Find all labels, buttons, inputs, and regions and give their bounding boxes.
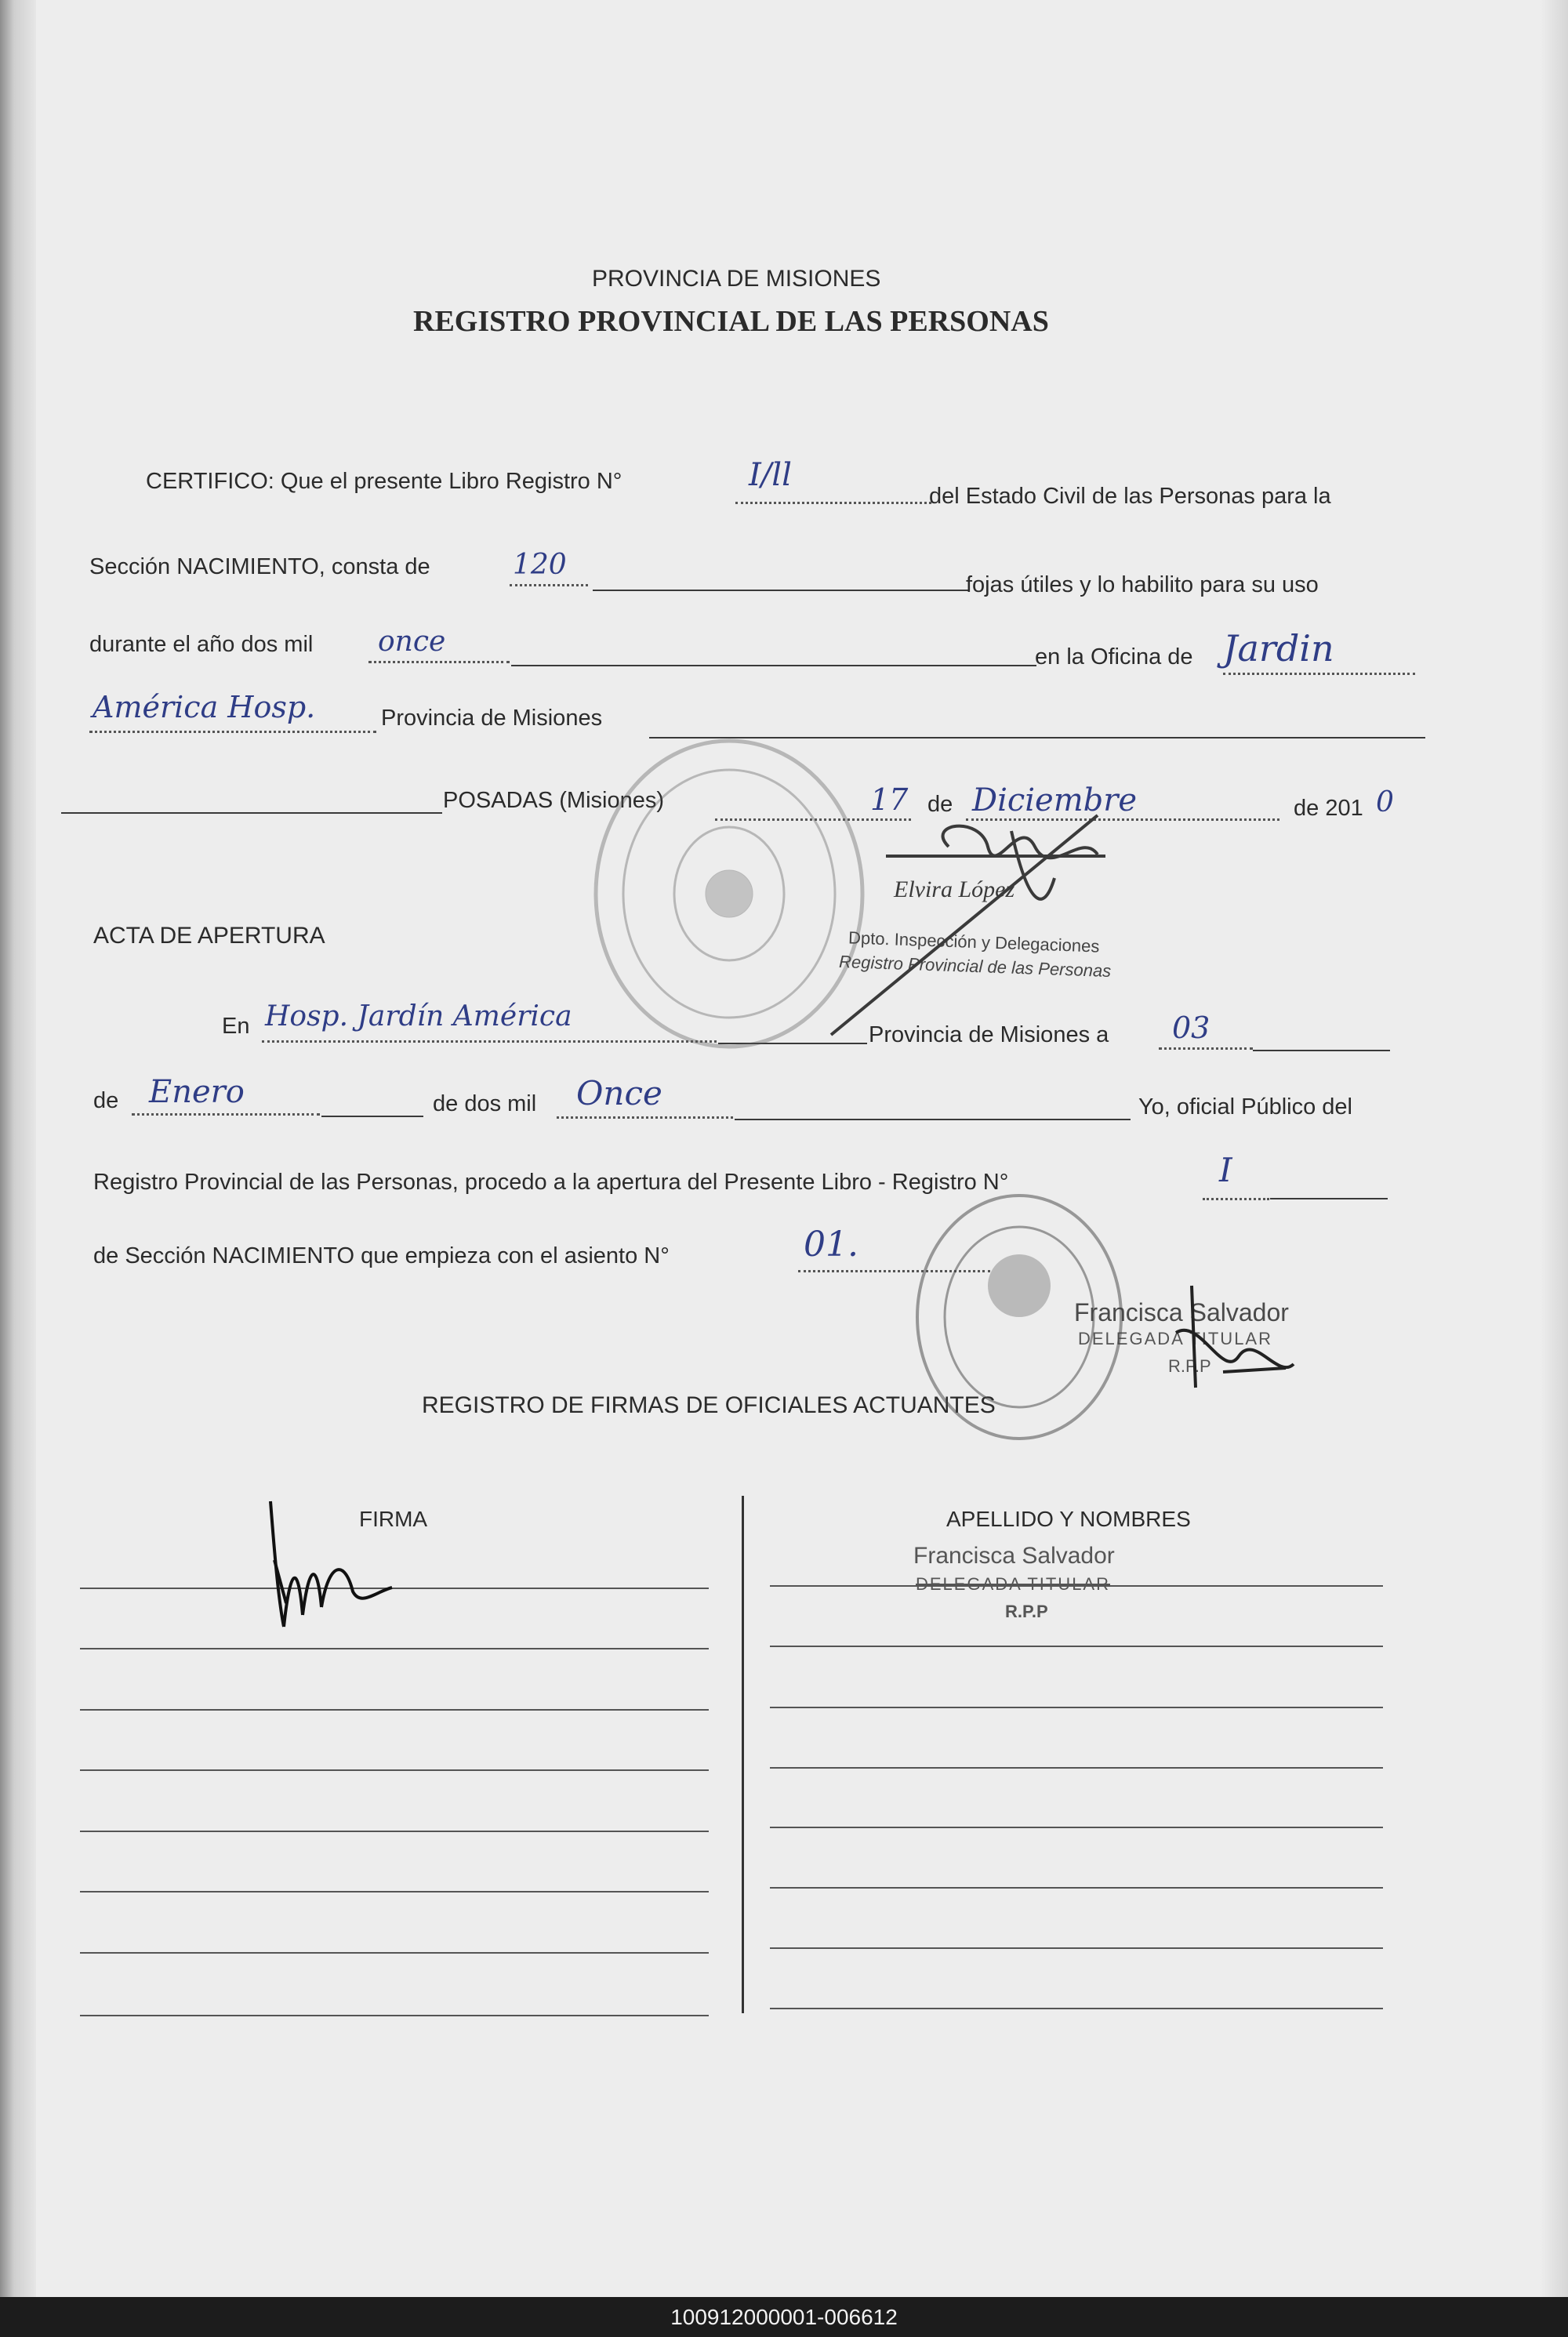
opening-yo-phrase: Yo, oficial Público del: [1138, 1094, 1352, 1120]
office-handwritten-2: América Hosp.: [93, 690, 316, 724]
stamp2-title: DELEGADA TITULAR: [1078, 1329, 1272, 1348]
cert-line1-prefix: CERTIFICO: Que el presente Libro Registro N°: [146, 469, 622, 494]
cert-de: de: [927, 792, 953, 817]
cert-year-digit-handwritten: 0: [1376, 786, 1394, 818]
col-names-header: APELLIDO Y NOMBRES: [946, 1507, 1191, 1531]
cert-line1-suffix: del Estado Civil de las Personas para la: [929, 484, 1331, 509]
signature-firma-icon: [270, 1501, 392, 1627]
register-number-handwritten: I: [1219, 1151, 1232, 1189]
cert-line4-suffix: Provincia de Misiones: [381, 706, 603, 731]
signatory-department-1: Dpto. Inspección y Delegaciones: [848, 927, 1100, 956]
cert-day-handwritten: 17: [870, 782, 909, 817]
cert-line2-suffix: fojas útiles y lo habilito para su uso: [966, 572, 1319, 597]
opening-de-dos-mil: de dos mil: [433, 1091, 537, 1116]
opening-line4: de Sección NACIMIENTO que empieza con el asiento N°: [93, 1243, 670, 1268]
entry-abbr: R.P.P: [1005, 1602, 1048, 1621]
opening-en: En: [222, 1014, 250, 1039]
header-province: PROVINCIA DE MISIONES: [592, 266, 881, 292]
round-stamp-2-icon: [917, 1196, 1121, 1439]
opening-month-handwritten: Enero: [149, 1074, 245, 1110]
opening-day-handwritten: 03: [1172, 1011, 1210, 1045]
round-stamp-icon: [596, 741, 862, 1047]
pages-count-handwritten: 120: [513, 549, 567, 581]
cert-line3-suffix: en la Oficina de: [1035, 644, 1193, 670]
cert-city: POSADAS (Misiones): [443, 788, 665, 813]
opening-de: de: [93, 1088, 119, 1113]
signatures-title: REGISTRO DE FIRMAS DE OFICIALES ACTUANTES: [422, 1392, 996, 1418]
stamp2-abbr: R.P.P: [1168, 1356, 1211, 1376]
opening-line3: Registro Provincial de las Personas, procedo a la apertura del Presente Libro - Registro N°: [93, 1170, 1009, 1195]
signatory-name: Elvira López: [894, 876, 1015, 902]
opening-place-handwritten: Hosp. Jardín América: [265, 1000, 572, 1032]
entry-number-handwritten: 01.: [804, 1225, 858, 1265]
header-registry: REGISTRO PROVINCIAL DE LAS PERSONAS: [413, 305, 1049, 338]
cert-line3-prefix: durante el año dos mil: [89, 632, 314, 657]
office-handwritten-1: Jardin: [1223, 627, 1334, 670]
stamp2-name: Francisca Salvador: [1074, 1298, 1289, 1326]
opening-year-handwritten: Once: [576, 1074, 662, 1112]
cert-year-prefix: de 201: [1294, 796, 1363, 821]
signatory-department-2: Registro Provincial de las Personas: [838, 951, 1112, 982]
entry-title: DELEGADA TITULAR: [916, 1574, 1110, 1594]
cert-month-handwritten: Diciembre: [972, 782, 1138, 818]
entry-name: Francisca Salvador: [913, 1543, 1115, 1569]
year-words-handwritten: once: [378, 626, 446, 658]
signature-elvira-lopez-icon: [831, 815, 1105, 1035]
opening-title: ACTA DE APERTURA: [93, 923, 325, 949]
col-firma-header: FIRMA: [359, 1507, 428, 1531]
signature-francisca-salvador-icon: [1176, 1286, 1294, 1388]
book-number-handwritten: I/ll: [749, 457, 792, 493]
cert-line2-prefix: Sección NACIMIENTO, consta de: [89, 554, 430, 579]
document-id-footer: 100912000001-006612: [0, 2297, 1568, 2337]
opening-province-phrase: Provincia de Misiones a: [869, 1022, 1109, 1047]
